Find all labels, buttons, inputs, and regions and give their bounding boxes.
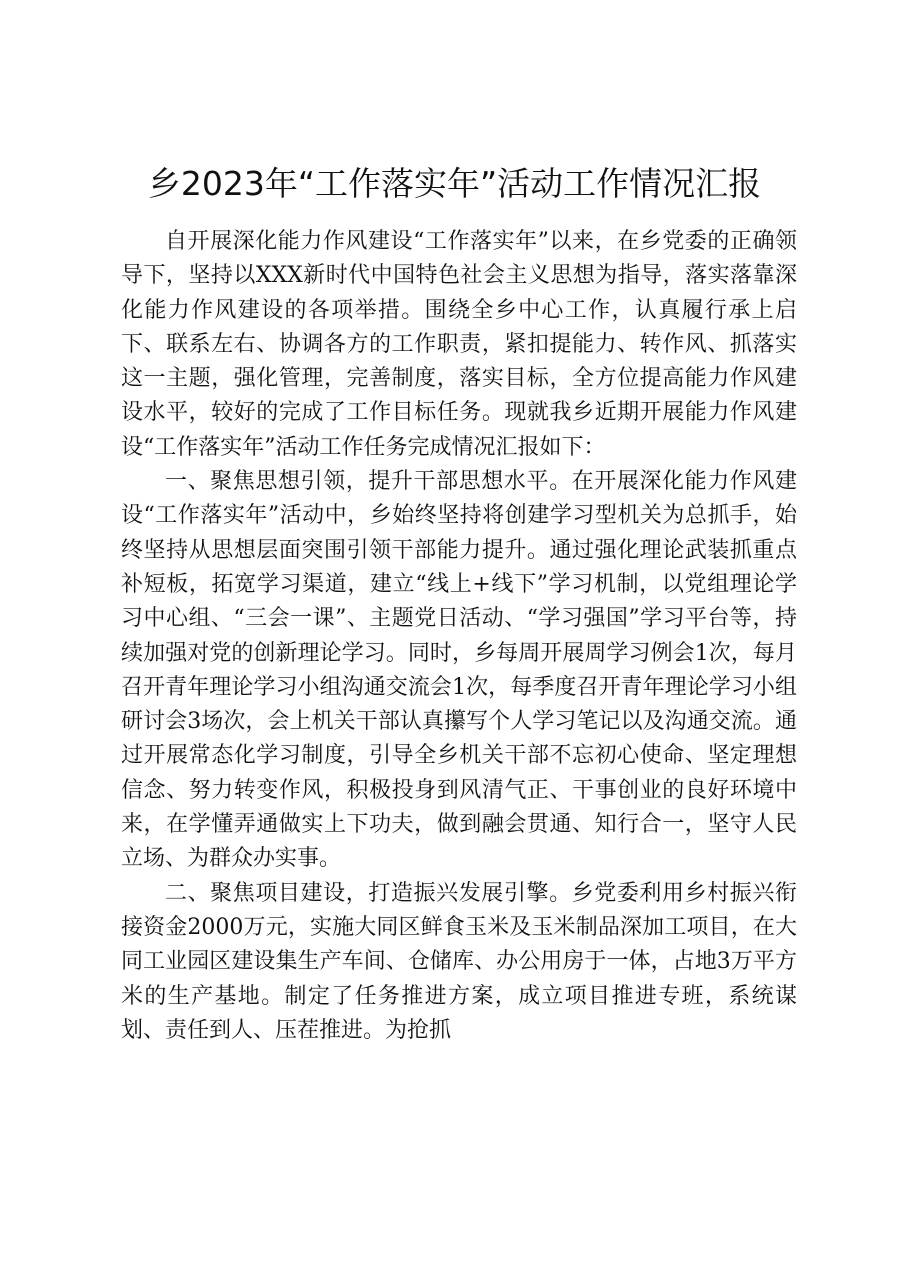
document-body bbox=[121, 225, 797, 1048]
paragraph-section-2: 二、聚焦项目建设，打造振兴发展引擎。乡党委利用乡村振兴衔接资金2000万元，实施大同区鲜食玉米及玉米制品深加工项目，在大同工业园区建设集生产车间、仓储库、办公用房于一体，占地3万平方米的生产基地。制定了任务推进方案，成立项目推进专班，系统谋划、责任到人、压茬推进。为抢抓 bbox=[121, 880, 797, 1043]
document-title: 乡2023年“工作落实年”活动工作情况汇报 bbox=[147, 164, 762, 203]
paragraph-section-1: 一、聚焦思想引领，提升干部思想水平。在开展深化能力作风建设“工作落实年”活动中，乡始终坚持将创建学习型机关为总抓手，始终坚持从思想层面突围引领干部能力提升。通过强化理论武装抓重点补短板，拓宽学习渠道，建立“线上+线下”学习机制，以党组理论学习中心组、“三会一课”、主题党日活动、“学习强国”学习平台等，持续加强对党的创新理论学习。同时，乡每周开展周学习例会1次，每月召开青年理论学习小组沟通交流会1次，每季度召开青年理论学习小组研讨会3场次，会上机关干部认真攥写个人学习笔记以及沟通交流。通过开展常态化学习制度，引导全乡机关干部不忘初心使命、坚定理想信念、努力转变作风，积极投身到风清气正、干事创业的良好环境中来，在学懂弄通做实上下功夫，做到融会贯通、知行合一，坚守人民立场、为群众办实事。 bbox=[121, 469, 797, 872]
paragraph-intro: 自开展深化能力作风建设“工作落实年”以来，在乡党委的正确领导下，坚持以XXX新时代中国特色社会主义思想为指导，落实落靠深化能力作风建设的各项举措。围绕全乡中心工作，认真履行承上启下、联系左右、协调各方的工作职责，紧扣提能力、转作风、抓落实这一主题，强化管理，完善制度，落实目标，全方位提高能力作风建设水平，较好的完成了工作目标任务。现就我乡近期开展能力作风建设“工作落实年”活动工作任务完成情况汇报如下： bbox=[121, 229, 797, 460]
